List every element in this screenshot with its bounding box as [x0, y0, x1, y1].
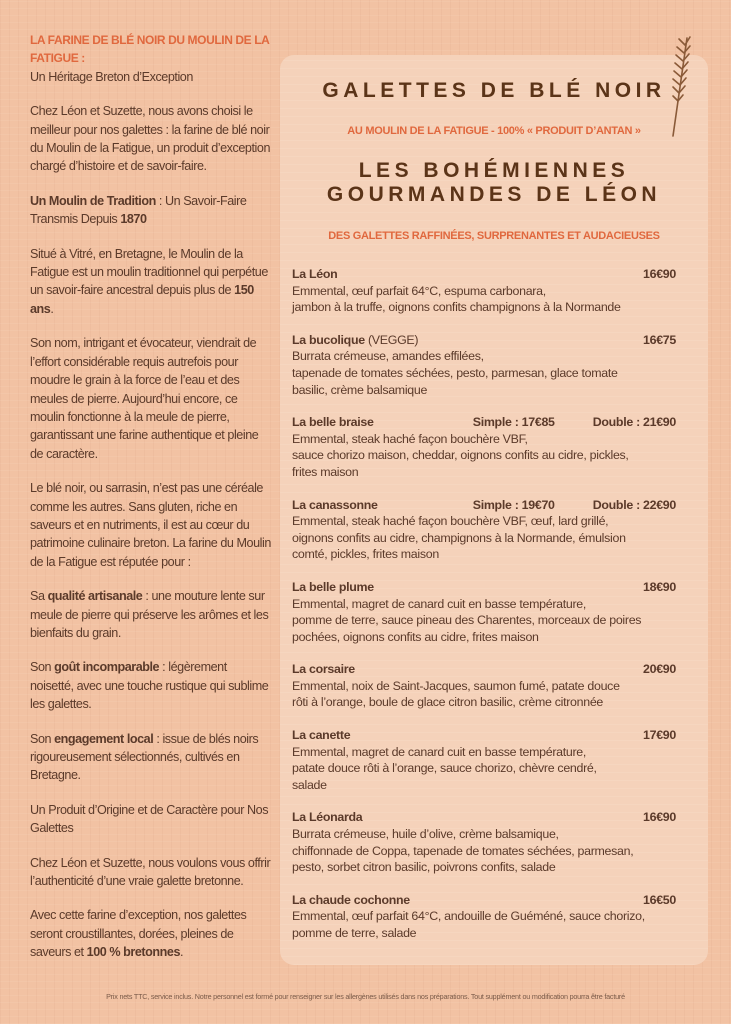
item-header [292, 414, 676, 431]
text: : Un Savoir-Faire Transmis Depuis [30, 193, 247, 227]
bold-text: qualité artisanale [47, 589, 143, 604]
item-header [292, 579, 676, 596]
bold-text: 150 ans [30, 283, 254, 316]
bold-text: 100 % bretonnes [86, 945, 180, 960]
menu-item [292, 727, 704, 793]
item-description-line: chiffonnade de Coppa, tapenade de tomates séchées, parmesan, [292, 843, 634, 858]
menu-title: GALETTES DE BLÉ NOIR [322, 79, 666, 102]
item-price: 16€90 [643, 267, 676, 281]
item-name-text: La belle braise [292, 415, 374, 430]
story-paragraph [30, 730, 272, 785]
item-name-text: La canassonne [292, 497, 378, 512]
story-paragraph: Chez Léon et Suzette, nous avons choisi le meilleur pour nos galettes : la farine de blé noir du Moulin de la Fatigue, un produit d’exception chargé d’histoire et de savoir-faire. [30, 104, 270, 174]
item-price: 16€50 [643, 892, 676, 907]
item-header [292, 727, 676, 744]
item-name-text: La corsaire [292, 662, 355, 677]
item-name-text: La belle plume [292, 579, 374, 594]
item-description-line: Burrata crémeuse, huile d’olive, crème balsamique, [292, 827, 559, 842]
item-name-text: La Léon [292, 267, 338, 281]
footer-note: Prix nets TTC, service inclus. Notre personnel est formé pour renseigner sur les allergènes utilisés dans nos préparations. Tout supplément ou modification pourra être facturé [106, 992, 625, 1001]
item-description-line: rôti à l’orange, boule de glace citron basilic, crème citronnée [292, 695, 604, 710]
item-price-simple: Simple : 17€85 [472, 415, 555, 430]
item-price: 16€75 [643, 332, 676, 347]
item-description-line: frites maison [292, 464, 359, 479]
item-name [292, 661, 643, 678]
item-name-text: La Léonarda [292, 810, 363, 825]
text: Son [30, 660, 55, 675]
menu-item [292, 661, 704, 711]
item-price: 20€90 [643, 662, 676, 677]
item-header [292, 809, 676, 826]
item-description-line: Emmental, steak haché façon bouchère VBF, œuf, lard grillé, [292, 514, 609, 529]
item-description-line: pomme de terre, sauce pineau des Charentes, morceaux de poires [292, 613, 642, 628]
item-name-text: La canette [292, 728, 351, 743]
story-paragraph: Son nom, intrigant et évocateur, viendrait de l’effort considérable requis autrefois pour moudre le grain à la force de l’eau et des meules de pierre. Aujourd’hui encore, ce moulin fonctionne à la meule de pierre, garantissant une farine authentique et pleine de caractère. [30, 336, 259, 461]
story-paragraph [30, 658, 272, 713]
text: Sa [30, 589, 48, 604]
item-name [292, 579, 643, 596]
item-name [292, 497, 473, 514]
item-price: 16€90 [643, 810, 676, 825]
item-description-line: pochées, oignons confits au cidre, frites maison [292, 629, 539, 644]
text: : légèrement noisetté, avec une touche rustique qui sublime les galettes. [30, 660, 269, 712]
item-description-line: Burrata crémeuse, amandes effilées, [292, 349, 484, 364]
item-name-text: La bucolique [292, 332, 365, 347]
menu-items [292, 266, 704, 958]
text: Son [30, 731, 55, 746]
section-title-line2: GOURMANDES DE LÉON [326, 183, 662, 206]
item-header [292, 266, 676, 283]
menu-item [292, 809, 704, 875]
menu-subtitle: AU MOULIN DE LA FATIGUE - 100% « PRODUIT D’ANTAN » [347, 125, 641, 137]
menu-item [292, 497, 704, 563]
item-description-line: Emmental, steak haché façon bouchère VBF, [292, 431, 528, 446]
item-description-line: basilic, crème balsamique [292, 382, 428, 397]
item-price: 18€90 [643, 579, 676, 594]
story-subtitle: Un Héritage Breton d’Exception [30, 69, 193, 84]
story-title: LA FARINE DE BLÉ NOIR DU MOULIN DE LA FATIGUE : [30, 33, 269, 66]
item-description-line: Emmental, magret de canard cuit en basse température, [292, 744, 587, 759]
item-name [292, 727, 643, 744]
item-description-line: pomme de terre, salade [292, 926, 417, 940]
text: Avec cette farine d’exception, nos galettes seront croustillantes, dorées, pleines de saveurs et [30, 908, 247, 960]
story-paragraph [30, 587, 272, 642]
section-subtitle: DES GALETTES RAFFINÉES, SURPRENANTES ET AUDACIEUSES [328, 230, 660, 242]
story-paragraph [30, 906, 272, 961]
bold-text: engagement local [54, 731, 154, 746]
item-name-text: La chaude cochonne [292, 892, 410, 907]
item-header [292, 332, 676, 349]
story-paragraph [30, 245, 272, 319]
item-description-line: Emmental, œuf parfait 64°C, andouille de Guéméné, sauce chorizo, [292, 909, 645, 924]
item-name [292, 809, 643, 826]
item-description-line: tapenade de tomates séchées, pesto, parmesan, glace tomate [292, 365, 618, 380]
item-header [292, 497, 676, 514]
item-description-line: pesto, sorbet citron basilic, poivrons confits, salade [292, 860, 556, 875]
bold-text: goût incomparable [54, 660, 160, 675]
text: . [180, 945, 184, 960]
bold-text: Un Moulin de Tradition [30, 193, 156, 208]
item-description-line: jambon à la truffe, oignons confits champignons à la Normande [292, 300, 621, 315]
item-description-line: Emmental, magret de canard cuit en basse température, [292, 596, 587, 611]
story-paragraph: Chez Léon et Suzette, nous voulons vous offrir l’authenticité d’une vraie galette bretonne. [30, 855, 271, 889]
text: Situé à Vitré, en Bretagne, le Moulin de la Fatigue est un moulin traditionnel qui perpétue un savoir-faire ancestral depuis plus de [30, 246, 268, 298]
item-name [292, 892, 643, 909]
menu-item [292, 579, 704, 645]
item-price-simple: Simple : 19€70 [472, 497, 555, 512]
item-name [292, 266, 643, 283]
story-paragraph: Un Produit d’Origine et de Caractère pour Nos Galettes [30, 802, 269, 836]
item-name [292, 414, 473, 431]
item-name [292, 332, 643, 349]
text: : une mouture lente sur meule de pierre qui préserve les arômes et les bienfaits du grain. [30, 589, 269, 640]
item-description-line: comté, pickles, frites maison [292, 547, 439, 562]
item-tag: (VEGGE) [364, 332, 419, 347]
menu-item [292, 266, 704, 316]
item-description-line: sauce chorizo maison, cheddar, oignons confits au cidre, pickles, [292, 448, 629, 463]
menu-item [292, 892, 704, 942]
story-paragraph: Le blé noir, ou sarrasin, n’est pas une céréale comme les autres. Sans gluten, riche en saveurs et en nutriments, il est au cœur du patrimoine culinaire breton. La farine du Moulin de la Fatigue est réputée pour : [30, 481, 271, 569]
text: . [50, 301, 54, 316]
menu-item [292, 414, 704, 480]
menu-item [292, 332, 704, 398]
item-header [292, 892, 676, 909]
item-price: Double : 22€90 [592, 497, 676, 512]
section-title-line1: LES BOHÉMIENNES [358, 159, 630, 182]
item-price: 17€90 [643, 728, 676, 743]
item-description-line: patate douce rôti à l’orange, sauce chorizo, chèvre cendré, [292, 761, 597, 776]
wheat-icon [665, 33, 695, 138]
item-header [292, 661, 676, 678]
item-description-line: salade [292, 777, 327, 792]
flour-story-column [30, 31, 272, 978]
item-price: Double : 21€90 [592, 415, 676, 430]
item-description-line: Emmental, œuf parfait 64°C, espuma carbonara, [292, 283, 546, 298]
item-description-line: oignons confits au cidre, champignons à la Normande, émulsion [292, 530, 626, 545]
story-paragraph [30, 192, 272, 229]
bold-text: 1870 [120, 212, 147, 227]
item-description-line: Emmental, noix de Saint-Jacques, saumon fumé, patate douce [292, 678, 620, 693]
text: : issue de blés noirs rigoureusement sélectionnés, cultivés en Bretagne. [30, 731, 259, 783]
